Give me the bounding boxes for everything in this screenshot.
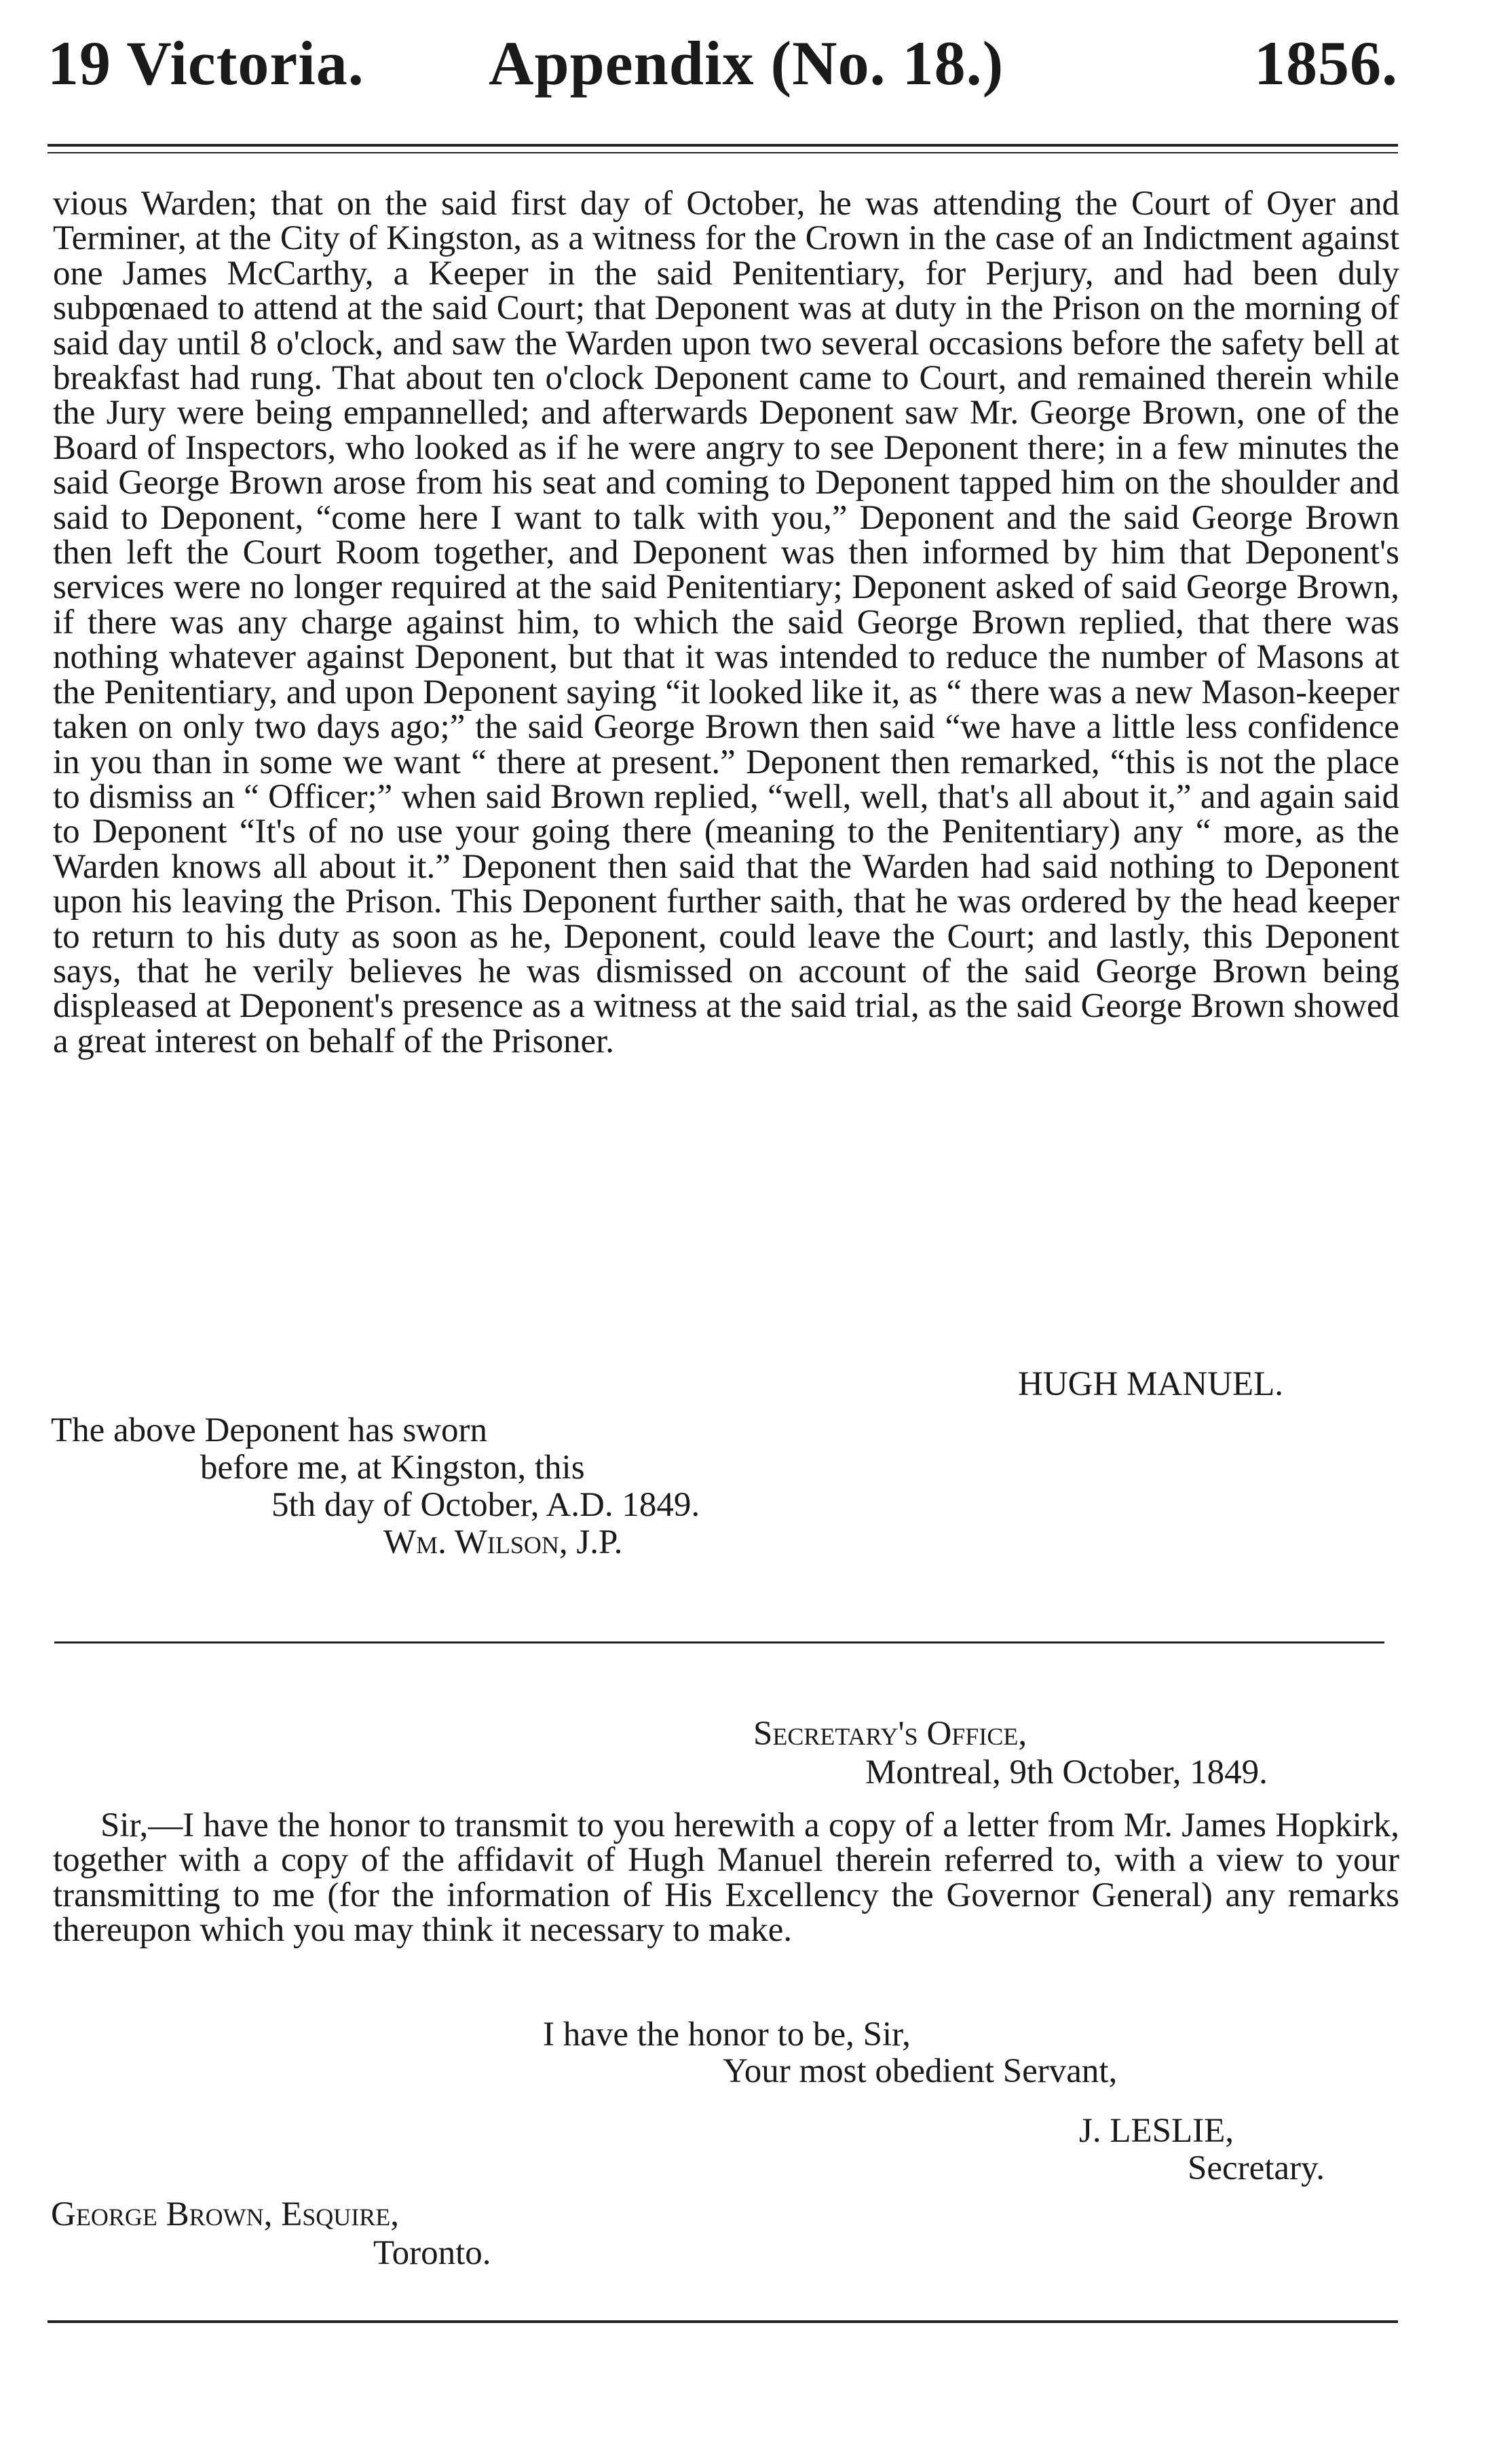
jurat-line-1: The above Deponent has sworn [51,1411,487,1449]
year-label: 1856. [1254,29,1398,98]
secretary-signature: J. LESLIE, [1079,2112,1234,2150]
letter-date: Montreal, 9th October, 1849. [865,1753,1268,1791]
letter-office: Secretary's Office, [753,1715,1027,1753]
appendix-label: Appendix (No. 18.) [489,29,1004,98]
section-divider [54,1641,1384,1643]
addressee-city: Toronto. [373,2234,491,2272]
running-header [48,27,1398,115]
header-rule-thin [48,152,1398,153]
letter-paragraph: Sir,—I have the honor to transmit to you herewith a copy of a letter from Mr. James Hopkirk, together with a copy of the affidavit of Hugh Manuel therein referred to, with a view to your transmitting to me (for the information of His Excellency the Governor General) any remarks thereupon which you may think it necessary to make. [53,1806,1399,1950]
deponent-signature: HUGH MANUEL. [1018,1365,1283,1403]
closing-line-2: Your most obedient Servant, [723,2052,1118,2090]
addressee: George Brown, Esquire, [51,2195,399,2233]
jurat-line-3: 5th day of October, A.D. 1849. [271,1486,700,1524]
closing-line-1: I have the honor to be, Sir, [543,2016,911,2054]
affidavit-text [53,187,1399,1059]
secretary-title: Secretary. [1188,2149,1325,2187]
justice-signature: Wm. Wilson, J.P. [383,1523,623,1561]
affidavit-paragraph: vious Warden; that on the said first day of October, he was attending the Court of Oyer and Terminer, at the City of Kingston, as a witness for the Crown in the case of an Indictment against one James McCarthy, a Keeper in the said Penitentiary, for Perjury, and had been duly subpœnaed to attend at the said Court; that Deponent was at duty in the Prison on the morning of said day until 8 o'clock, and saw the Warden upon two several occasions before the safety bell at breakfast had rung. That about ten o'clock Deponent came to Court, and remained therein while the Jury were being empannelled; and afterwards Deponent saw Mr. George Brown, one of the Board of Inspectors, who looked as if he were angry to see Deponent there; in a few minutes the said George Brown arose from his seat and coming to Deponent tapped him on the shoulder and said to Deponent, “come here I want to talk with you,” Deponent and the said George Brown then left the Court Room together, and Deponent was then informed by him that Deponent's services were no longer required at the said Penitentiary; Deponent asked of said George Brown, if there was any charge against him, to which the said George Brown replied, that there was nothing whatever against Deponent, but that it was intended to reduce the number of Masons at the Penitentiary, and upon Deponent saying “it looked like it, as “ there was a new Mason-keeper taken on only two days ago;” the said George Brown then said “we have a little less confidence in you than in some we want “ there at present.” Deponent then remarked, “this is not the place to dismiss an “ Officer;” when said Brown replied, “well, well, that's all about it,” and again said to Deponent “It's of no use your going there (meaning to the Penitentiary) any “ more, as the Warden knows all about it.” Deponent then said that the Warden had said nothing to Deponent upon his leaving the Prison. This Deponent further saith, that he was ordered by the head keeper to return to his duty as soon as he, Deponent, could leave the Court; and lastly, this Deponent says, that he verily believes he was dismissed on account of the said George Brown being displeased at Deponent's presence as a witness at the said trial, as the said George Brown showed a great interest on behalf of the Prisoner. [53,185,1399,1060]
jurat-line-2: before me, at Kingston, this [200,1449,585,1487]
footer-rule [48,2320,1398,2323]
header-rule [48,144,1398,147]
letter-body [53,1808,1399,1948]
session-label: 19 Victoria. [48,29,364,98]
